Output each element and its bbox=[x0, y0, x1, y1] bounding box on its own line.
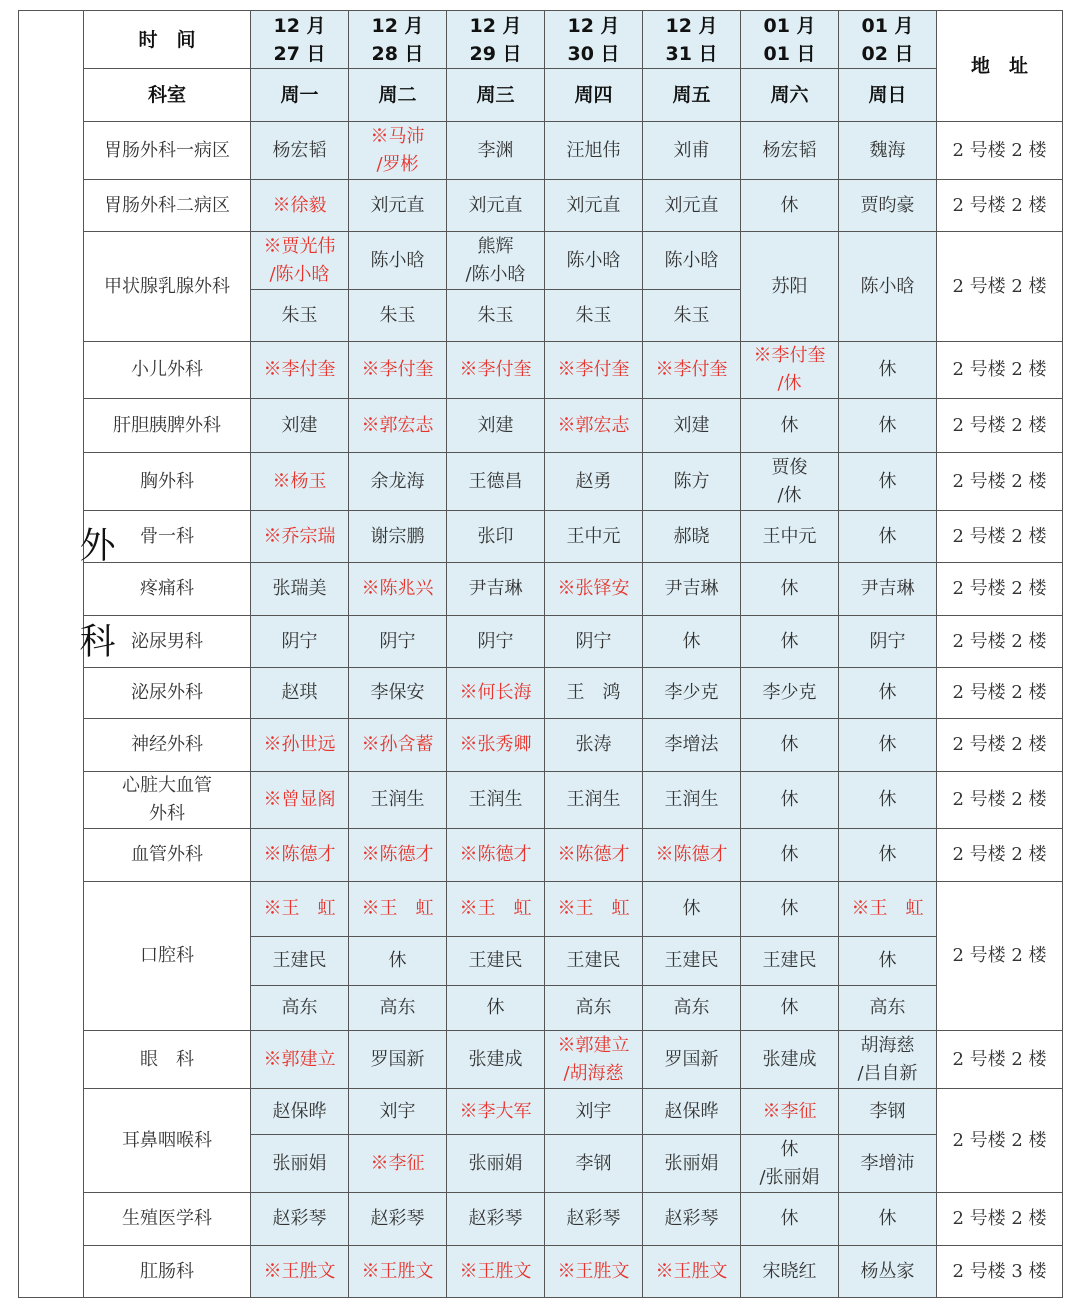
category-cell bbox=[19, 11, 115, 1298]
schedule-cell: 张印 bbox=[447, 511, 545, 563]
table-row bbox=[19, 1246, 1063, 1298]
date-header bbox=[251, 11, 349, 69]
schedule-cell: 朱玉 bbox=[251, 290, 349, 342]
schedule-cell: 张丽娟 bbox=[251, 1135, 349, 1193]
schedule-cell: ※王 虹 bbox=[349, 882, 447, 937]
schedule-cell: 刘元直 bbox=[545, 180, 643, 232]
duty-schedule-table bbox=[18, 10, 1063, 1298]
schedule-cell: 魏海 bbox=[839, 122, 937, 180]
weekday-header: 周二 bbox=[349, 69, 447, 122]
department-name: 神经外科 bbox=[84, 719, 251, 772]
table-row bbox=[19, 453, 1063, 511]
schedule-cell: 朱玉 bbox=[447, 290, 545, 342]
schedule-cell: 贾俊 /休 bbox=[741, 453, 839, 511]
table-row bbox=[19, 882, 1063, 937]
table-row bbox=[19, 616, 1063, 668]
schedule-cell: 贾昀豪 bbox=[839, 180, 937, 232]
address-cell: 2 号楼 2 楼 bbox=[937, 180, 1063, 232]
date-month: 12 月 bbox=[273, 14, 326, 37]
address-cell: 2 号楼 2 楼 bbox=[937, 511, 1063, 563]
weekday-header: 周三 bbox=[447, 69, 545, 122]
schedule-cell: 休 bbox=[839, 342, 937, 399]
table-row bbox=[19, 829, 1063, 882]
department-name: 泌尿男科 bbox=[84, 616, 251, 668]
schedule-cell: ※陈德才 bbox=[643, 829, 741, 882]
schedule-cell: 阴宁 bbox=[251, 616, 349, 668]
schedule-cell: ※曾显阁 bbox=[251, 772, 349, 829]
schedule-cell: 休 bbox=[741, 829, 839, 882]
schedule-cell: 刘宇 bbox=[545, 1089, 643, 1135]
schedule-cell: 休 bbox=[839, 772, 937, 829]
address-cell: 2 号楼 2 楼 bbox=[937, 563, 1063, 616]
schedule-cell: ※李付奎 /休 bbox=[741, 342, 839, 399]
schedule-cell: ※李征 bbox=[349, 1135, 447, 1193]
schedule-cell: 王德昌 bbox=[447, 453, 545, 511]
schedule-cell: 朱玉 bbox=[349, 290, 447, 342]
schedule-cell: 张丽娟 bbox=[447, 1135, 545, 1193]
schedule-cell: 王建民 bbox=[741, 937, 839, 986]
dept-header: 科室 bbox=[84, 69, 251, 122]
schedule-cell: 李保安 bbox=[349, 668, 447, 719]
schedule-cell: ※陈德才 bbox=[251, 829, 349, 882]
schedule-cell: 刘元直 bbox=[349, 180, 447, 232]
schedule-cell: ※王 虹 bbox=[839, 882, 937, 937]
table-row bbox=[19, 1193, 1063, 1246]
schedule-cell: 高东 bbox=[545, 986, 643, 1031]
date-day: 01 日 bbox=[763, 42, 816, 65]
schedule-cell: ※李付奎 bbox=[545, 342, 643, 399]
schedule-cell: 刘元直 bbox=[643, 180, 741, 232]
date-day: 27 日 bbox=[273, 42, 326, 65]
schedule-cell: 王中元 bbox=[741, 511, 839, 563]
schedule-cell: 王润生 bbox=[349, 772, 447, 829]
date-day: 29 日 bbox=[469, 42, 522, 65]
date-header bbox=[349, 11, 447, 69]
schedule-cell: 杨宏韬 bbox=[741, 122, 839, 180]
table-row bbox=[19, 399, 1063, 453]
table-row bbox=[19, 1089, 1063, 1135]
schedule-cell: ※王胜文 bbox=[447, 1246, 545, 1298]
schedule-cell: 休 bbox=[839, 399, 937, 453]
schedule-cell: 休 bbox=[741, 563, 839, 616]
schedule-cell: ※陈德才 bbox=[349, 829, 447, 882]
department-name: 小儿外科 bbox=[84, 342, 251, 399]
schedule-cell: 刘建 bbox=[643, 399, 741, 453]
schedule-cell: 陈小晗 bbox=[839, 232, 937, 342]
schedule-cell: 王润生 bbox=[643, 772, 741, 829]
schedule-cell: 尹吉琳 bbox=[839, 563, 937, 616]
schedule-cell: 陈小晗 bbox=[545, 232, 643, 290]
schedule-cell: 王中元 bbox=[545, 511, 643, 563]
department-name: 生殖医学科 bbox=[84, 1193, 251, 1246]
date-header bbox=[643, 11, 741, 69]
schedule-cell: 李增沛 bbox=[839, 1135, 937, 1193]
schedule-cell: ※张铎安 bbox=[545, 563, 643, 616]
schedule-cell: 休 bbox=[643, 616, 741, 668]
schedule-cell: 王建民 bbox=[251, 937, 349, 986]
schedule-cell: 王润生 bbox=[545, 772, 643, 829]
address-cell: 2 号楼 3 楼 bbox=[937, 1246, 1063, 1298]
schedule-cell: 赵彩琴 bbox=[447, 1193, 545, 1246]
table-row bbox=[19, 1031, 1063, 1089]
schedule-cell: 休 bbox=[839, 829, 937, 882]
table-row bbox=[19, 232, 1063, 290]
schedule-cell: 王建民 bbox=[643, 937, 741, 986]
address-cell: 2 号楼 2 楼 bbox=[937, 668, 1063, 719]
address-cell: 2 号楼 2 楼 bbox=[937, 882, 1063, 1031]
schedule-cell: 阴宁 bbox=[545, 616, 643, 668]
date-header bbox=[447, 11, 545, 69]
schedule-cell: 陈小晗 bbox=[349, 232, 447, 290]
schedule-cell: 赵勇 bbox=[545, 453, 643, 511]
schedule-cell: 李渊 bbox=[447, 122, 545, 180]
address-cell: 2 号楼 2 楼 bbox=[937, 122, 1063, 180]
schedule-cell: ※陈德才 bbox=[447, 829, 545, 882]
schedule-cell: ※王胜文 bbox=[545, 1246, 643, 1298]
schedule-cell: 休 bbox=[839, 511, 937, 563]
date-month: 12 月 bbox=[567, 14, 620, 37]
schedule-cell: 张建成 bbox=[447, 1031, 545, 1089]
schedule-cell: 赵彩琴 bbox=[545, 1193, 643, 1246]
schedule-cell: 尹吉琳 bbox=[643, 563, 741, 616]
schedule-cell: 休 bbox=[741, 616, 839, 668]
schedule-cell: 阴宁 bbox=[349, 616, 447, 668]
schedule-cell: 休 /张丽娟 bbox=[741, 1135, 839, 1193]
schedule-cell: 李增法 bbox=[643, 719, 741, 772]
header-row-weekdays bbox=[19, 69, 1063, 122]
schedule-cell: ※张秀卿 bbox=[447, 719, 545, 772]
department-name: 心脏大血管 外科 bbox=[84, 772, 251, 829]
address-cell: 2 号楼 2 楼 bbox=[937, 399, 1063, 453]
schedule-cell: 李钢 bbox=[839, 1089, 937, 1135]
department-name: 肝胆胰脾外科 bbox=[84, 399, 251, 453]
schedule-cell: 刘宇 bbox=[349, 1089, 447, 1135]
schedule-cell: 刘建 bbox=[251, 399, 349, 453]
schedule-cell: ※乔宗瑞 bbox=[251, 511, 349, 563]
schedule-cell: 陈小晗 bbox=[643, 232, 741, 290]
date-day: 31 日 bbox=[665, 42, 718, 65]
schedule-cell: ※郭宏志 bbox=[545, 399, 643, 453]
weekday-header: 周日 bbox=[839, 69, 937, 122]
date-month: 01 月 bbox=[763, 14, 816, 37]
schedule-cell: 休 bbox=[741, 986, 839, 1031]
schedule-cell: ※李付奎 bbox=[643, 342, 741, 399]
address-cell: 2 号楼 2 楼 bbox=[937, 453, 1063, 511]
schedule-cell: ※徐毅 bbox=[251, 180, 349, 232]
weekday-header: 周五 bbox=[643, 69, 741, 122]
schedule-cell: ※王 虹 bbox=[251, 882, 349, 937]
schedule-cell: 王 鸿 bbox=[545, 668, 643, 719]
schedule-cell: ※王 虹 bbox=[545, 882, 643, 937]
table-row bbox=[19, 180, 1063, 232]
schedule-cell: 赵保晔 bbox=[251, 1089, 349, 1135]
address-cell: 2 号楼 2 楼 bbox=[937, 829, 1063, 882]
table-row bbox=[19, 563, 1063, 616]
schedule-cell: 休 bbox=[839, 453, 937, 511]
schedule-cell: ※郭宏志 bbox=[349, 399, 447, 453]
schedule-cell: 刘甫 bbox=[643, 122, 741, 180]
schedule-cell: 张丽娟 bbox=[643, 1135, 741, 1193]
address-cell: 2 号楼 2 楼 bbox=[937, 772, 1063, 829]
schedule-cell: 尹吉琳 bbox=[447, 563, 545, 616]
address-cell: 2 号楼 2 楼 bbox=[937, 342, 1063, 399]
department-name: 耳鼻咽喉科 bbox=[84, 1089, 251, 1193]
schedule-cell: 熊辉 /陈小晗 bbox=[447, 232, 545, 290]
department-name: 眼 科 bbox=[84, 1031, 251, 1089]
header-row-dates bbox=[19, 11, 1063, 69]
schedule-cell: ※王胜文 bbox=[643, 1246, 741, 1298]
date-month: 12 月 bbox=[665, 14, 718, 37]
schedule-cell: 苏阳 bbox=[741, 232, 839, 342]
address-header: 地 址 bbox=[937, 11, 1063, 122]
schedule-cell: 谢宗鹏 bbox=[349, 511, 447, 563]
schedule-cell: ※孙世远 bbox=[251, 719, 349, 772]
schedule-cell: ※李付奎 bbox=[349, 342, 447, 399]
table-row bbox=[19, 511, 1063, 563]
schedule-cell: 阴宁 bbox=[447, 616, 545, 668]
schedule-cell: ※陈兆兴 bbox=[349, 563, 447, 616]
schedule-cell: 汪旭伟 bbox=[545, 122, 643, 180]
schedule-cell: 休 bbox=[741, 399, 839, 453]
department-name: 血管外科 bbox=[84, 829, 251, 882]
schedule-cell: 赵彩琴 bbox=[643, 1193, 741, 1246]
date-day: 28 日 bbox=[371, 42, 424, 65]
schedule-cell: 罗国新 bbox=[643, 1031, 741, 1089]
department-name: 胃肠外科二病区 bbox=[84, 180, 251, 232]
address-cell: 2 号楼 2 楼 bbox=[937, 1031, 1063, 1089]
schedule-cell: 赵保晔 bbox=[643, 1089, 741, 1135]
department-name: 胃肠外科一病区 bbox=[84, 122, 251, 180]
schedule-cell: 杨丛家 bbox=[839, 1246, 937, 1298]
schedule-cell: 李少克 bbox=[643, 668, 741, 719]
schedule-cell: 休 bbox=[349, 937, 447, 986]
address-cell: 2 号楼 2 楼 bbox=[937, 1193, 1063, 1246]
schedule-cell: 赵彩琴 bbox=[251, 1193, 349, 1246]
schedule-cell: 高东 bbox=[839, 986, 937, 1031]
schedule-cell: 刘建 bbox=[447, 399, 545, 453]
schedule-cell: ※郭建立 bbox=[251, 1031, 349, 1089]
schedule-cell: 阴宁 bbox=[839, 616, 937, 668]
schedule-cell: 休 bbox=[839, 937, 937, 986]
weekday-header: 周一 bbox=[251, 69, 349, 122]
schedule-cell: 王建民 bbox=[545, 937, 643, 986]
schedule-cell: 休 bbox=[741, 719, 839, 772]
schedule-cell: 休 bbox=[741, 180, 839, 232]
address-cell: 2 号楼 2 楼 bbox=[937, 232, 1063, 342]
department-name: 泌尿外科 bbox=[84, 668, 251, 719]
schedule-cell: 休 bbox=[741, 882, 839, 937]
table-row bbox=[19, 668, 1063, 719]
schedule-cell: ※李付奎 bbox=[251, 342, 349, 399]
schedule-cell: 休 bbox=[741, 772, 839, 829]
schedule-cell: 高东 bbox=[251, 986, 349, 1031]
schedule-cell: ※李大军 bbox=[447, 1089, 545, 1135]
schedule-cell: 刘元直 bbox=[447, 180, 545, 232]
schedule-cell: 罗国新 bbox=[349, 1031, 447, 1089]
schedule-cell: ※马沛 /罗彬 bbox=[349, 122, 447, 180]
weekday-header: 周四 bbox=[545, 69, 643, 122]
schedule-cell: 休 bbox=[643, 882, 741, 937]
schedule-cell: ※何长海 bbox=[447, 668, 545, 719]
table-row bbox=[19, 772, 1063, 829]
table-row bbox=[19, 122, 1063, 180]
schedule-cell: 张涛 bbox=[545, 719, 643, 772]
schedule-cell: 朱玉 bbox=[545, 290, 643, 342]
schedule-cell: 胡海慈 /吕自新 bbox=[839, 1031, 937, 1089]
schedule-cell: 宋晓红 bbox=[741, 1246, 839, 1298]
schedule-body bbox=[19, 11, 1063, 1298]
schedule-cell: ※王胜文 bbox=[251, 1246, 349, 1298]
schedule-cell: ※贾光伟 /陈小晗 bbox=[251, 232, 349, 290]
schedule-cell: 休 bbox=[741, 1193, 839, 1246]
schedule-cell: 张瑞美 bbox=[251, 563, 349, 616]
category-label: 外科 bbox=[74, 526, 115, 718]
weekday-header: 周六 bbox=[741, 69, 839, 122]
schedule-cell: ※李征 bbox=[741, 1089, 839, 1135]
schedule-cell: 余龙海 bbox=[349, 453, 447, 511]
schedule-cell: ※李付奎 bbox=[447, 342, 545, 399]
schedule-cell: 赵琪 bbox=[251, 668, 349, 719]
table-row bbox=[19, 342, 1063, 399]
schedule-cell: 休 bbox=[839, 1193, 937, 1246]
schedule-cell: 王润生 bbox=[447, 772, 545, 829]
date-header bbox=[545, 11, 643, 69]
schedule-cell: 郝晓 bbox=[643, 511, 741, 563]
schedule-cell: ※杨玉 bbox=[251, 453, 349, 511]
schedule-cell: 休 bbox=[839, 719, 937, 772]
schedule-cell: 陈方 bbox=[643, 453, 741, 511]
date-header bbox=[839, 11, 937, 69]
schedule-cell: ※王 虹 bbox=[447, 882, 545, 937]
address-cell: 2 号楼 2 楼 bbox=[937, 616, 1063, 668]
date-day: 30 日 bbox=[567, 42, 620, 65]
table-row bbox=[19, 719, 1063, 772]
department-name: 肛肠科 bbox=[84, 1246, 251, 1298]
schedule-cell: ※王胜文 bbox=[349, 1246, 447, 1298]
department-name: 甲状腺乳腺外科 bbox=[84, 232, 251, 342]
schedule-cell: 杨宏韬 bbox=[251, 122, 349, 180]
date-month: 12 月 bbox=[371, 14, 424, 37]
department-name: 骨一科 bbox=[84, 511, 251, 563]
department-name: 胸外科 bbox=[84, 453, 251, 511]
schedule-cell: ※郭建立 /胡海慈 bbox=[545, 1031, 643, 1089]
schedule-cell: 高东 bbox=[349, 986, 447, 1031]
schedule-cell: 休 bbox=[447, 986, 545, 1031]
schedule-cell: ※陈德才 bbox=[545, 829, 643, 882]
schedule-cell: 李钢 bbox=[545, 1135, 643, 1193]
time-header: 时 间 bbox=[84, 11, 251, 69]
schedule-cell: 张建成 bbox=[741, 1031, 839, 1089]
schedule-cell: 赵彩琴 bbox=[349, 1193, 447, 1246]
schedule-cell: 王建民 bbox=[447, 937, 545, 986]
address-cell: 2 号楼 2 楼 bbox=[937, 719, 1063, 772]
date-day: 02 日 bbox=[861, 42, 914, 65]
schedule-cell: 休 bbox=[839, 668, 937, 719]
schedule-cell: 朱玉 bbox=[643, 290, 741, 342]
department-name: 口腔科 bbox=[84, 882, 251, 1031]
schedule-cell: ※孙含蓄 bbox=[349, 719, 447, 772]
address-cell: 2 号楼 2 楼 bbox=[937, 1089, 1063, 1193]
schedule-cell: 高东 bbox=[643, 986, 741, 1031]
date-month: 12 月 bbox=[469, 14, 522, 37]
date-month: 01 月 bbox=[861, 14, 914, 37]
date-header bbox=[741, 11, 839, 69]
schedule-cell: 李少克 bbox=[741, 668, 839, 719]
department-name: 疼痛科 bbox=[84, 563, 251, 616]
